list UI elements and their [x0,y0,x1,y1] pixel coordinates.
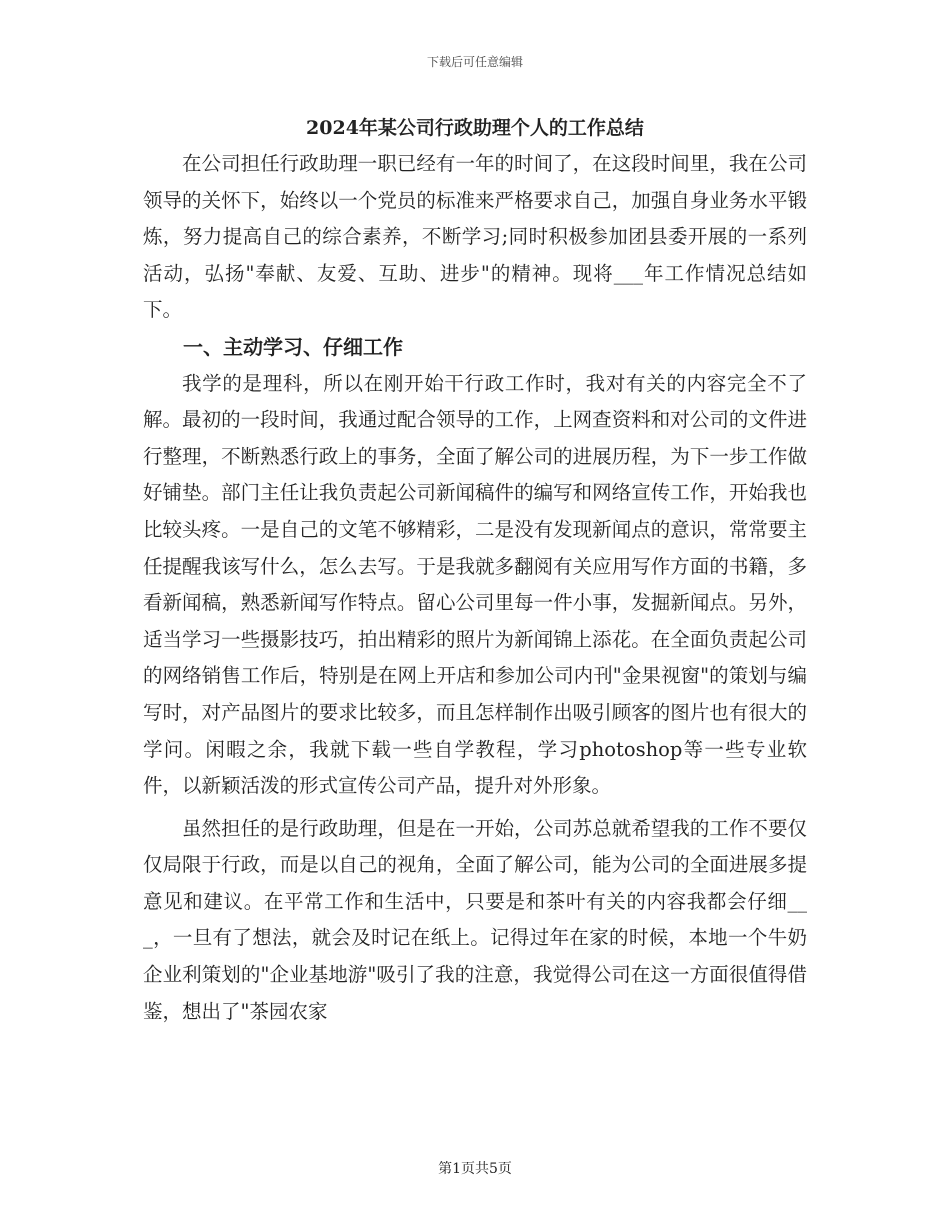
section-heading: 一、主动学习、仔细工作 [183,334,403,359]
intro-paragraph: 在公司担任行政助理一职已经有一年的时间了，在这段时间里，我在公司领导的关怀下，始终以一个党员的标准来严格要求自己，加强自身业务水平锻炼，努力提高自己的综合素养，不断学习;同时积极参加团县委开展的一系列活动，弘扬"奉献、友爱、互助、进步"的精神。现将___年工作情况总结如下。 [143,152,807,322]
document-body [143,110,807,1030]
page-footer-number: 第1页共5页 [438,1161,512,1177]
body-paragraph: 虽然担任的是行政助理，但是在一开始，公司苏总就希望我的工作不要仅仅局限于行政，而是以自己的视角，全面了解公司，能为公司的全面进展多提意见和建议。在平常工作和生活中，只要是和茶叶有关的内容我都会仔细___，一旦有了想法，就会及时记在纸上。记得过年在家的时候，本地一个牛奶企业利策划的"企业基地游"吸引了我的注意，我觉得公司在这一方面很值得借鉴，想出了"茶园农家 [143,816,807,1023]
document-title: 2024年某公司行政助理个人的工作总结 [306,117,644,139]
page-header-note: 下载后可任意编辑 [426,55,523,69]
body-paragraph: 我学的是理科，所以在刚开始干行政工作时，我对有关的内容完全不了解。最初的一段时间，我通过配合领导的工作，上网查资料和对公司的文件进行整理，不断熟悉行政上的事务，全面了解公司的进展历程，为下一步工作做好铺垫。部门主任让我负责起公司新闻稿件的编写和网络宣传工作，开始我也比较头疼。一是自己的文笔不够精彩，二是没有发现新闻点的意识，常常要主任提醒我该写什么，怎么去写。于是我就多翻阅有关应用写作方面的书籍，多看新闻稿，熟悉新闻写作特点。留心公司里每一件小事，发掘新闻点。另外，适当学习一些摄影技巧，拍出精彩的照片为新闻锦上添花。在全面负责起公司的网络销售工作后，特别是在网上开店和参加公司内刊"金果视窗"的策划与编写时，对产品图片的要求比较多，而且怎样制作出吸引顾客的图片也有很大的学问。闲暇之余，我就下载一些自学教程，学习photoshop等一些专业软件，以新颖活泼的形式宣传公司产品，提升对外形象。 [143,371,807,798]
